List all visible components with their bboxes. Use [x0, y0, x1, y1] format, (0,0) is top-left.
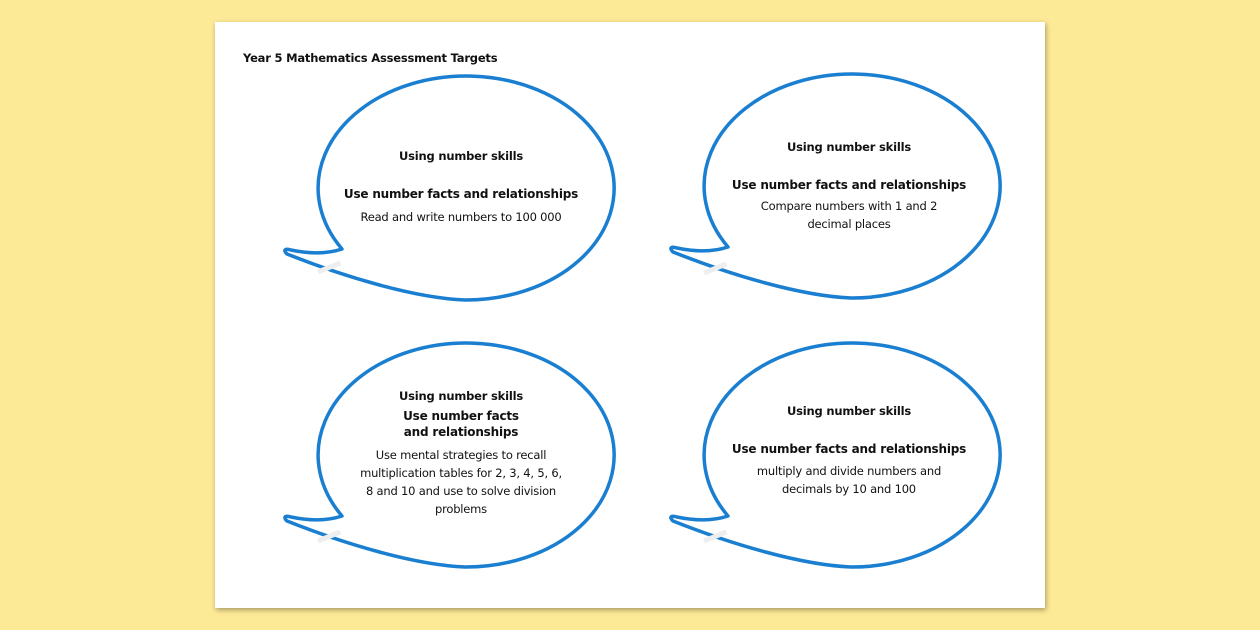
bubble-3-content [321, 389, 601, 518]
worksheet-page [215, 22, 1045, 608]
bubble-2-content [709, 140, 989, 233]
bubble-3-target-line-2: multiplication tables for 2, 3, 4, 5, 6, [360, 466, 562, 480]
bubble-3-strand-line-1: Use number facts [403, 409, 519, 423]
bubble-4-skill: Using number skills [787, 404, 911, 418]
bubble-4-target-line-1: multiply and divide numbers and [756, 464, 942, 478]
bubble-4-strand: Use number facts and relationships [731, 442, 967, 456]
bubble-2-target-line-2: decimal places [807, 217, 891, 231]
bubble-3-skill: Using number skills [399, 389, 523, 403]
page-title: Year 5 Mathematics Assessment Targets [243, 51, 498, 65]
bubble-1-skill: Using number skills [399, 149, 523, 163]
speech-bubbles-layer [215, 22, 1045, 608]
bubble-4-target-line-2: decimals by 10 and 100 [782, 482, 916, 496]
bubble-3-target-line-3: 8 and 10 and use to solve division [365, 484, 557, 498]
bubble-2-skill: Using number skills [787, 140, 911, 154]
bubble-1-target: Read and write numbers to 100 000 [360, 210, 562, 224]
bubble-1-content [321, 149, 601, 226]
bubble-3-target-line-1: Use mental strategies to recall [375, 448, 547, 462]
bubble-4-content [709, 404, 989, 498]
bubble-2-target-line-1: Compare numbers with 1 and 2 [760, 199, 938, 213]
bubble-1-strand: Use number facts and relationships [343, 187, 579, 201]
bubble-3-target-line-4: problems [435, 502, 487, 516]
bubble-3-strand-line-2: and relationships [403, 425, 519, 439]
bubble-2-strand: Use number facts and relationships [731, 178, 967, 192]
